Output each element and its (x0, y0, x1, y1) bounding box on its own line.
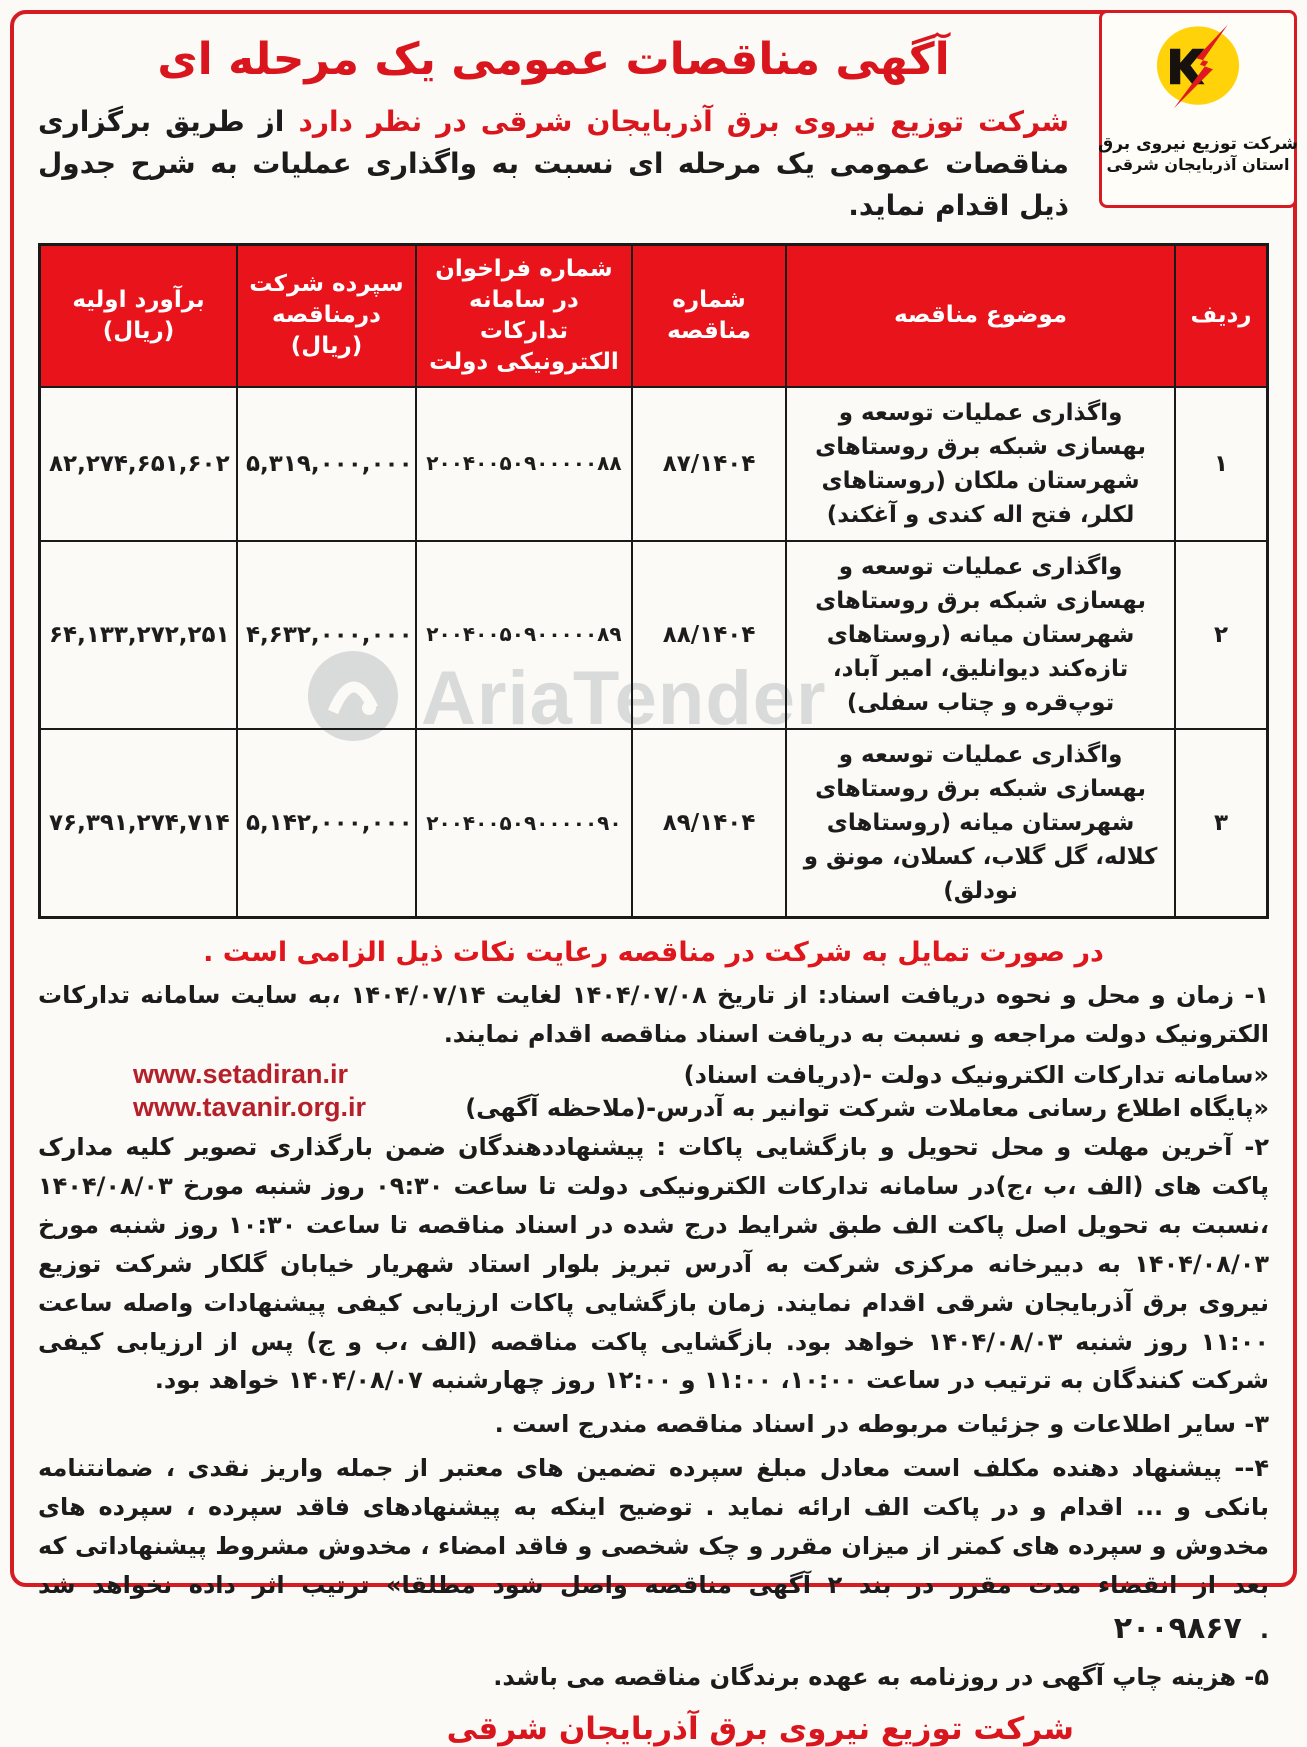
cell-subject: واگذاری عملیات توسعه و بهسازی شبکه برق روستاهای شهرستان میانه (روستاهای کلاله، گل گلاب، کسلان، مونق و نودلق) (786, 729, 1175, 918)
note-other-details: ۳- سایر اطلاعات و جزئیات مربوطه در اسناد مناقصه مندرج است . (494, 1410, 1269, 1439)
cell-call-number: ۲۰۰۴۰۰۵۰۹۰۰۰۰۰۸۹ (416, 541, 632, 729)
cell-estimate: ۶۴,۱۳۳,۲۷۲,۲۵۱ (40, 541, 238, 729)
tavanir-link-row (38, 1092, 1269, 1123)
cell-tender-number: ۸۹/۱۴۰۴ (632, 729, 786, 918)
cell-deposit: ۵,۳۱۹,۰۰۰,۰۰۰ (237, 387, 416, 541)
column-header-tender-number: شماره مناقصه (632, 244, 786, 387)
company-logo (1099, 10, 1297, 208)
note-deposit-requirement (38, 1449, 1269, 1653)
watermark-text: AriaTender (421, 655, 827, 741)
cell-row-number: ۱ (1175, 387, 1268, 541)
link-label-tavanir: «پایگاه اطلاع رسانی معاملات شرکت توانیر به آدرس-(ملاحظه آگهی) (465, 1093, 1269, 1122)
tenders-table (38, 243, 1269, 920)
cell-row-number: ۲ (1175, 541, 1268, 729)
intro-paragraph (38, 101, 1069, 227)
setadiran-url: www.setadiran.ir (133, 1059, 349, 1090)
reference-code: ۲۰۰۹۸۶۷ (1113, 1610, 1242, 1646)
intro-lead: شرکت توزیع نیروی برق آذربایجان شرقی در نظر دارد (298, 104, 1069, 138)
table-header-row (40, 244, 1268, 387)
cell-deposit: ۵,۱۴۲,۰۰۰,۰۰۰ (237, 729, 416, 918)
note-document-receipt: ۱- زمان و محل و نحوه دریافت اسناد: از تاریخ ۱۴۰۴/۰۷/۰۸ لغایت ۱۴۰۴/۰۷/۱۴ ،به سایت سامانه تدارکات الکترونیک دولت مراجعه و نسبت به دریافت اسناد مناقصه اقدام نمایند. (38, 981, 1269, 1049)
notes-section (38, 976, 1269, 1697)
column-header-deposit: سپرده شرکت درمناقصه (ریال) (237, 244, 416, 387)
cell-row-number: ۳ (1175, 729, 1268, 918)
cell-tender-number: ۸۷/۱۴۰۴ (632, 387, 786, 541)
table-row (40, 387, 1268, 541)
cell-estimate: ۷۶,۳۹۱,۲۷۴,۷۱۴ (40, 729, 238, 918)
table-row (40, 541, 1268, 729)
power-company-logo-icon (1140, 17, 1256, 133)
column-header-estimate: برآورد اولیه (ریال) (40, 244, 238, 387)
participation-notice: در صورت تمایل به شرکت در مناقصه رعایت نکات ذیل الزامی است . (203, 937, 1104, 969)
link-label-setad: «سامانه تدارکات الکترونیک دولت -(دریافت اسناد) (683, 1060, 1269, 1089)
footer-company-name: شرکت توزیع نیروی برق آذربایجان شرقی (446, 1711, 1074, 1747)
cell-subject: واگذاری عملیات توسعه و بهسازی شبکه برق روستاهای شهرستان ملکان (روستاهای لکلر، فتح اله کندی و آغکند) (786, 387, 1175, 541)
cell-subject: واگذاری عملیات توسعه و بهسازی شبکه برق روستاهای شهرستان میانه (روستاهای تازه‌کند دیوانلیق، امیر آباد، توپ‌قره و چتاب سفلی) (786, 541, 1175, 729)
cell-call-number: ۲۰۰۴۰۰۵۰۹۰۰۰۰۰۹۰ (416, 729, 632, 918)
page-title: آگهی مناقصات عمومی یک مرحله ای (157, 34, 950, 85)
cell-call-number: ۲۰۰۴۰۰۵۰۹۰۰۰۰۰۸۸ (416, 387, 632, 541)
column-header-row-number: ردیف (1175, 244, 1268, 387)
logo-text-line2: استان آذربایجان شرقی (1106, 155, 1290, 175)
note-deposit-text: ۴-- پیشنهاد دهنده مکلف است معادل مبلغ سپرده تضمین های معتبر از جمله واریز نقدی ، ضمانتنامه بانکی و ... اقدام و در پاکت الف ارائه نماید . توضیح اینکه به پیشنهادهای فاقد سپرده ، سپرده های مخدوش و سپرده های کمتر از میزان مقرر و چک شخصی و فاقد امضاء ، مخدوش مشروط پیشنهاداتی که بعد از انقضاء مدت مقرر در بند ۲ آگهی مناقصه واصل شود مطلقا» ترتیب اثر داده نخواهد شد . (38, 1454, 1269, 1644)
column-header-subject: موضوع مناقصه (786, 244, 1175, 387)
page-border-frame (10, 10, 1298, 1747)
logo-text-line1: شرکت توزیع نیروی برق (1098, 134, 1298, 154)
column-header-call-number: شماره فراخوان در سامانه تدارکات الکترونیکی دولت (416, 244, 632, 387)
cell-tender-number: ۸۸/۱۴۰۴ (632, 541, 786, 729)
intro-rest: از طریق برگزاری مناقصات عمومی یک مرحله ای نسبت به واگذاری عملیات به شرح جدول ذیل اقدام نماید. (38, 104, 1069, 222)
setad-link-row (38, 1059, 1269, 1090)
cell-estimate: ۸۲,۲۷۴,۶۵۱,۶۰۲ (40, 387, 238, 541)
cell-deposit: ۴,۶۳۲,۰۰۰,۰۰۰ (237, 541, 416, 729)
note-submission-deadline: ۲- آخرین مهلت و محل تحویل و بازگشایی پاکات : پیشنهاددهندگان ضمن بارگذاری تصویر کلیه مدارک پاکت های (الف ،ب ،ج)در سامانه تدارکات الکترونیکی دولت تا ساعت ۰۹:۳۰ روز شنبه مورخ ۱۴۰۴/۰۸/۰۳ ،نسبت به تحویل اصل پاکت الف طبق شرایط درج شده در اسناد مناقصه تا ساعت ۱۰:۳۰ روز شنبه مورخ ۱۴۰۴/۰۸/۰۳ به دبیرخانه مرکزی شرکت به آدرس تبریز بلوار استاد شهریار خیابان گلکار شرکت توزیع نیروی برق آذربایجان شرقی اقدام نمایند. زمان بازگشایی پاکات ارزیابی کیفی پیشنهادات واصله ساعت ۱۱:۰۰ روز شنبه ۱۴۰۴/۰۸/۰۳ خواهد بود. بازگشایی پاکت مناقصه (الف ،ب و ج) پس از ارزیابی کیفی شرکت کنندگان به ترتیب در ساعت ۱۰:۰۰، ۱۱:۰۰ و ۱۲:۰۰ روز چهارشنبه ۱۴۰۴/۰۸/۰۷ خواهد بود. (38, 1133, 1270, 1395)
tavanir-url: www.tavanir.org.ir (133, 1092, 367, 1123)
table-row (40, 729, 1268, 918)
note-publication-cost: ۵- هزینه چاپ آگهی در روزنامه به عهده برندگان مناقصه می باشد. (493, 1663, 1269, 1692)
